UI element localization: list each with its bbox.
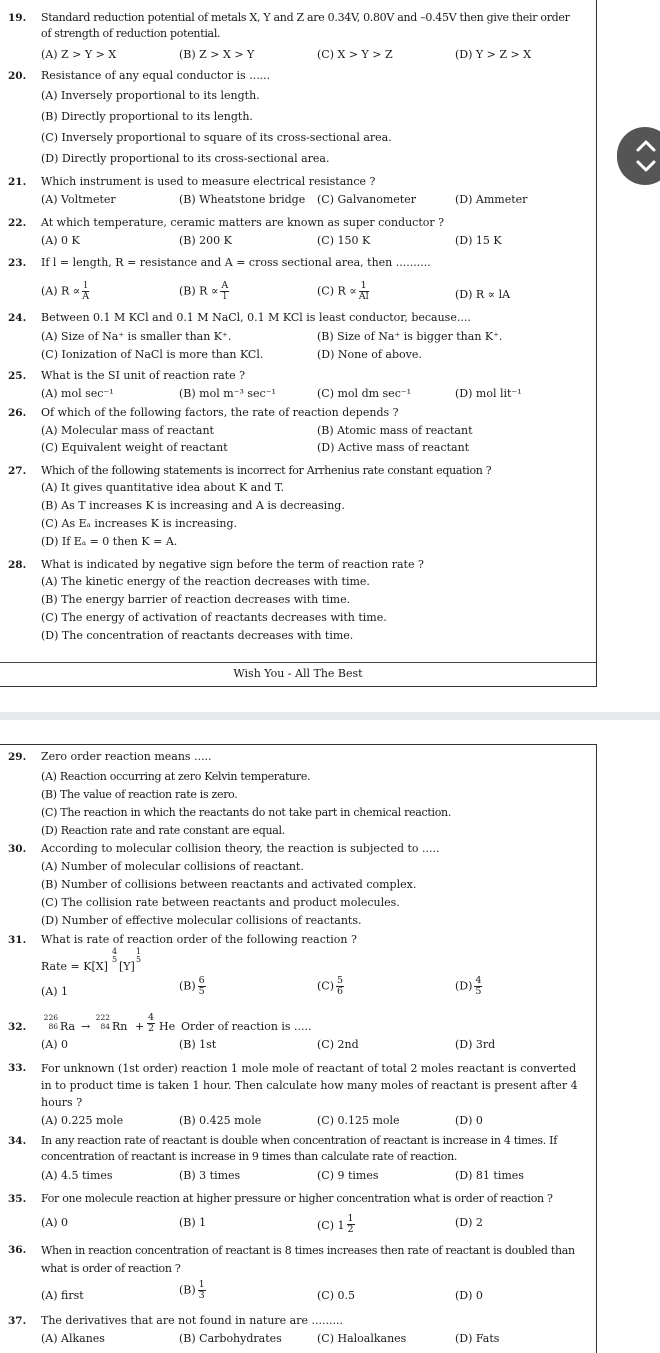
option-d[interactable]: (D) The concentration of reactants decreases with time. (41, 629, 354, 642)
option-a[interactable]: (A) first (41, 1289, 84, 1302)
options-row (41, 423, 586, 439)
option-d[interactable]: (D) Fats (455, 1332, 500, 1345)
option-d[interactable]: (D) Active mass of reactant (317, 441, 470, 454)
option-c[interactable]: (C) Equivalent weight of reactant (41, 441, 228, 454)
denominator: 5 (475, 986, 482, 997)
fraction (198, 1280, 206, 1301)
options-row (41, 47, 586, 63)
option-c[interactable]: (C) Ionization of NaCl is more than KCl. (41, 348, 264, 361)
option-c[interactable]: (C) 2nd (317, 1038, 359, 1051)
option-b[interactable]: (B) 0.425 mole (179, 1114, 262, 1127)
option-d[interactable]: (D) 0 (455, 1114, 483, 1127)
mass-number: 222 (95, 1013, 110, 1022)
numerator: 4 (475, 975, 482, 986)
option-a[interactable]: (A) Number of molecular collisions of reactant. (41, 860, 304, 873)
denominator: 2 (347, 1224, 354, 1235)
question-text: For unknown (1st order) reaction 1 mole mole of reactant of total 2 moles reactant is converted in to product time is taken 1 hour. Then calculate how many moles of reactant is present after 4 hours ? (41, 1062, 578, 1109)
option-label: (C) 1 (317, 1218, 345, 1232)
option-c[interactable]: (C) Haloalkanes (317, 1332, 407, 1345)
option-a[interactable]: (A) 1 (41, 985, 69, 998)
option-a[interactable] (41, 281, 91, 302)
option-c[interactable]: (C) 0.125 mole (317, 1114, 400, 1127)
options-row (41, 1331, 586, 1347)
exponent-x (111, 948, 118, 964)
option-b[interactable] (179, 976, 208, 997)
option-label: (B) R ∝ (179, 284, 219, 298)
option-a[interactable]: (A) It gives quantitative idea about K and T. (41, 481, 285, 494)
option-c[interactable]: (C) X > Y > Z (317, 48, 393, 61)
atomic-number: 86 (48, 1022, 58, 1031)
numerator: 5 (337, 975, 344, 986)
page-footer: Wish You - All The Best (0, 662, 596, 683)
question-number: 33. (8, 1062, 27, 1074)
question-text: Between 0.1 M KCl and 0.1 M NaCl, 0.1 M KCl is least conductor, because.... (41, 311, 471, 324)
option-c[interactable]: (C) Galvanometer (317, 193, 416, 206)
chevron-up-down-icon (635, 137, 657, 175)
formula-tail: [Y] (119, 960, 135, 973)
question-text: At which temperature, ceramic matters are known as super conductor ? (41, 216, 445, 229)
option-b[interactable]: (B) As T increases K is increasing and A is decreasing. (41, 499, 345, 512)
option-c[interactable]: (C) The collision rate between reactants and product molecules. (41, 896, 400, 909)
option-b[interactable]: (B) Number of collisions between reactants and activated complex. (41, 878, 417, 891)
denominator: 5 (112, 955, 118, 964)
options-row (41, 277, 586, 303)
option-b[interactable] (179, 281, 231, 302)
option-a[interactable]: (A) The kinetic energy of the reaction decreases with time. (41, 575, 370, 588)
option-d[interactable]: (D) 0 (455, 1289, 483, 1302)
question-number: 21. (8, 176, 27, 188)
question-text: According to molecular collision theory, the reaction is subjected to ..... (41, 842, 440, 855)
question-number: 28. (8, 559, 27, 571)
numerator: l (84, 280, 88, 291)
option-c[interactable]: (C) 150 K (317, 234, 371, 247)
numerator: 1 (198, 1279, 205, 1290)
option-d[interactable]: (D) mol lit⁻¹ (455, 387, 522, 400)
page-one (0, 0, 597, 687)
rn-isotope (95, 1013, 110, 1031)
option-b[interactable]: (B) The energy barrier of reaction decreases with time. (41, 593, 351, 606)
option-b[interactable]: (B) Carbohydrates (179, 1332, 282, 1345)
question-number: 24. (8, 312, 27, 324)
question-number: 30. (8, 843, 27, 855)
exponent-y (135, 948, 142, 964)
option-a[interactable]: (A) 4.5 times (41, 1169, 113, 1182)
option-d[interactable]: (D) Y > Z > X (455, 48, 532, 61)
numerator: 6 (198, 975, 205, 986)
option-label: (C) R ∝ (317, 284, 357, 298)
question-text: If l = length, R = resistance and A = cross sectional area, then .......... (41, 256, 431, 269)
question-number: 31. (8, 934, 27, 946)
option-b[interactable]: (B) Directly proportional to its length. (41, 110, 253, 123)
question-text: When in reaction concentration of reactant is 8 times increases then rate of reactant is doubled than what is order of reaction ? (41, 1244, 575, 1275)
question-text: Which of the following statements is incorrect for Arrhenius rate constant equation ? (41, 464, 492, 477)
denominator: Al (358, 291, 369, 302)
option-c[interactable]: (C) 9 times (317, 1169, 379, 1182)
option-d[interactable]: (D) None of above. (317, 348, 422, 361)
plus: + (135, 1020, 145, 1033)
option-label: (A) R ∝ (41, 284, 81, 298)
fraction (220, 281, 229, 302)
option-c[interactable]: (C) mol dm sec⁻¹ (317, 387, 412, 400)
option-a[interactable]: (A) Size of Na⁺ is smaller than K⁺. (41, 330, 232, 343)
option-label: (B) (179, 1283, 196, 1297)
option-b[interactable]: (B) The value of reaction rate is zero. (41, 788, 238, 801)
numerator: 1 (136, 947, 142, 956)
numerator: 4 (112, 947, 118, 956)
option-c[interactable]: (C) As Eₐ increases K is increasing. (41, 517, 237, 530)
denominator: A (82, 291, 90, 302)
denominator: 5 (136, 955, 142, 964)
mass-number: 226 (43, 1013, 58, 1022)
option-b[interactable]: (B) 3 times (179, 1169, 241, 1182)
option-b[interactable]: (B) Atomic mass of reactant (317, 424, 473, 437)
question-number: 35. (8, 1193, 27, 1205)
question-text: Which instrument is used to measure electrical resistance ? (41, 175, 376, 188)
option-a[interactable]: (A) 0 K (41, 234, 80, 247)
question-number: 32. (8, 1021, 27, 1033)
option-a[interactable]: (A) Alkanes (41, 1332, 105, 1345)
option-d[interactable]: (D) 81 times (455, 1169, 524, 1182)
question-text: Resistance of any equal conductor is ...... (41, 69, 271, 82)
denominator: l (223, 291, 227, 302)
option-b[interactable] (179, 1280, 208, 1301)
question-text: Order of reaction is ..... (181, 1020, 312, 1033)
numerator: A (221, 280, 229, 291)
denominator: 5 (198, 986, 205, 997)
option-a[interactable]: (A) 0 (41, 1216, 69, 1229)
option-c[interactable]: (C) Inversely proportional to square of its cross-sectional area. (41, 131, 392, 144)
question-text: What is the SI unit of reaction rate ? (41, 369, 245, 382)
option-a[interactable]: (A) Z > Y > X (41, 48, 117, 61)
question-number: 25. (8, 370, 27, 382)
numerator: 1 (360, 280, 367, 291)
numerator: 1 (347, 1213, 354, 1224)
option-label: (D) (455, 979, 473, 993)
page-two (0, 744, 597, 1353)
fraction (359, 281, 369, 302)
options-row (41, 976, 586, 1004)
option-d[interactable]: (D) Ammeter (455, 193, 528, 206)
option-c[interactable]: (C) 0.5 (317, 1289, 355, 1302)
page-separator (0, 712, 660, 720)
option-d[interactable] (455, 976, 484, 997)
rn-symbol: Rn (112, 1020, 128, 1033)
option-b[interactable]: (B) 1st (179, 1038, 217, 1051)
options-row (41, 386, 586, 402)
options-row (41, 329, 586, 345)
fraction (347, 1214, 355, 1235)
question-number: 27. (8, 465, 27, 477)
options-row (41, 1280, 586, 1308)
question-number: 29. (8, 751, 27, 763)
option-d[interactable]: (D) 15 K (455, 234, 502, 247)
options-row (41, 347, 586, 363)
question-number: 22. (8, 217, 27, 229)
question-number: 26. (8, 407, 27, 419)
option-d[interactable]: (D) 3rd (455, 1038, 496, 1051)
question-text: What is rate of reaction order of the following reaction ? (41, 933, 357, 946)
question-text: The derivatives that are not found in nature are ......... (41, 1314, 343, 1327)
option-d[interactable]: (D) Number of effective molecular collisions of reactants. (41, 914, 362, 927)
option-d[interactable]: (D) If Eₐ = 0 then K = A. (41, 535, 178, 548)
options-row (41, 440, 586, 456)
question-text: Standard reduction potential of metals X, Y and Z are 0.34V, 0.80V and –0.45V then give their order of strength of reduction potential. (41, 11, 570, 40)
option-a[interactable]: (A) Molecular mass of reactant (41, 424, 214, 437)
question-number: 19. (8, 12, 27, 24)
question-number: 36. (8, 1244, 27, 1256)
option-b[interactable]: (B) 1 (179, 1216, 207, 1229)
question-text: For one molecule reaction at higher pressure or higher concentration what is order of reaction ? (41, 1192, 553, 1205)
fraction (336, 976, 344, 997)
options-row (41, 1209, 586, 1233)
question-number: 20. (8, 70, 27, 82)
atomic-number: 84 (100, 1022, 110, 1031)
option-b[interactable]: (B) 200 K (179, 234, 232, 247)
option-label: (C) (317, 979, 334, 993)
denominator: 6 (337, 986, 344, 997)
nuclear-equation (41, 1013, 586, 1039)
option-a[interactable]: (A) 0.225 mole (41, 1114, 124, 1127)
option-label: (B) (179, 979, 196, 993)
options-row (41, 233, 586, 249)
fraction (474, 976, 482, 997)
rate-formula (41, 948, 586, 972)
ra-symbol: Ra (60, 1020, 76, 1033)
numerator: 4 (148, 1012, 155, 1023)
denominator: 3 (198, 1290, 205, 1301)
ra-isotope (43, 1013, 58, 1031)
option-b[interactable]: (B) Z > X > Y (179, 48, 255, 61)
option-b[interactable]: (B) Size of Na⁺ is bigger than K⁺. (317, 330, 503, 343)
fraction (82, 281, 89, 302)
options-row (41, 1113, 586, 1129)
options-row (41, 1037, 586, 1053)
options-row (41, 192, 586, 208)
question-number: 23. (8, 257, 27, 269)
scroll-toggle-button[interactable] (617, 127, 660, 185)
option-a[interactable]: (A) Inversely proportional to its length. (41, 89, 260, 102)
he-symbol: He (159, 1020, 176, 1033)
question-text: In any reaction rate of reactant is double when concentration of reactant is increase in 4 times. If concentration of reactant is increase in 9 times than calculate rate of reaction. (41, 1134, 557, 1163)
option-c[interactable]: (C) The reaction in which the reactants do not take part in chemical reaction. (41, 806, 452, 819)
option-a[interactable]: (A) 0 (41, 1038, 69, 1051)
option-c[interactable]: (C) The energy of activation of reactants decreases with time. (41, 611, 387, 624)
option-b[interactable]: (B) Wheatstone bridge (179, 193, 306, 206)
option-a[interactable]: (A) Reaction occurring at zero Kelvin temperature. (41, 770, 311, 783)
question-number: 37. (8, 1315, 27, 1327)
option-a[interactable]: (A) mol sec⁻¹ (41, 387, 114, 400)
option-a[interactable]: (A) Voltmeter (41, 193, 116, 206)
fraction (198, 976, 206, 997)
option-d[interactable]: (D) Reaction rate and rate constant are equal. (41, 824, 285, 837)
formula-text: Rate = K[X] (41, 960, 108, 973)
question-text: Of which of the following factors, the rate of reaction depends ? (41, 406, 399, 419)
option-d[interactable]: (D) 2 (455, 1216, 483, 1229)
option-c[interactable] (317, 976, 346, 997)
options-row (41, 1168, 586, 1184)
option-c[interactable] (317, 1209, 357, 1235)
option-b[interactable]: (B) mol m⁻³ sec⁻¹ (179, 387, 276, 400)
denominator: 2 (148, 1023, 155, 1034)
question-number: 34. (8, 1135, 27, 1147)
fraction (147, 1013, 155, 1034)
question-text: What is indicated by negative sign before the term of reaction rate ? (41, 558, 424, 571)
arrow: → (81, 1020, 91, 1033)
option-c[interactable] (317, 281, 371, 302)
question-text: Zero order reaction means ..... (41, 750, 212, 763)
option-d[interactable]: (D) R ∝ lA (455, 288, 511, 301)
option-d[interactable]: (D) Directly proportional to its cross-sectional area. (41, 152, 330, 165)
